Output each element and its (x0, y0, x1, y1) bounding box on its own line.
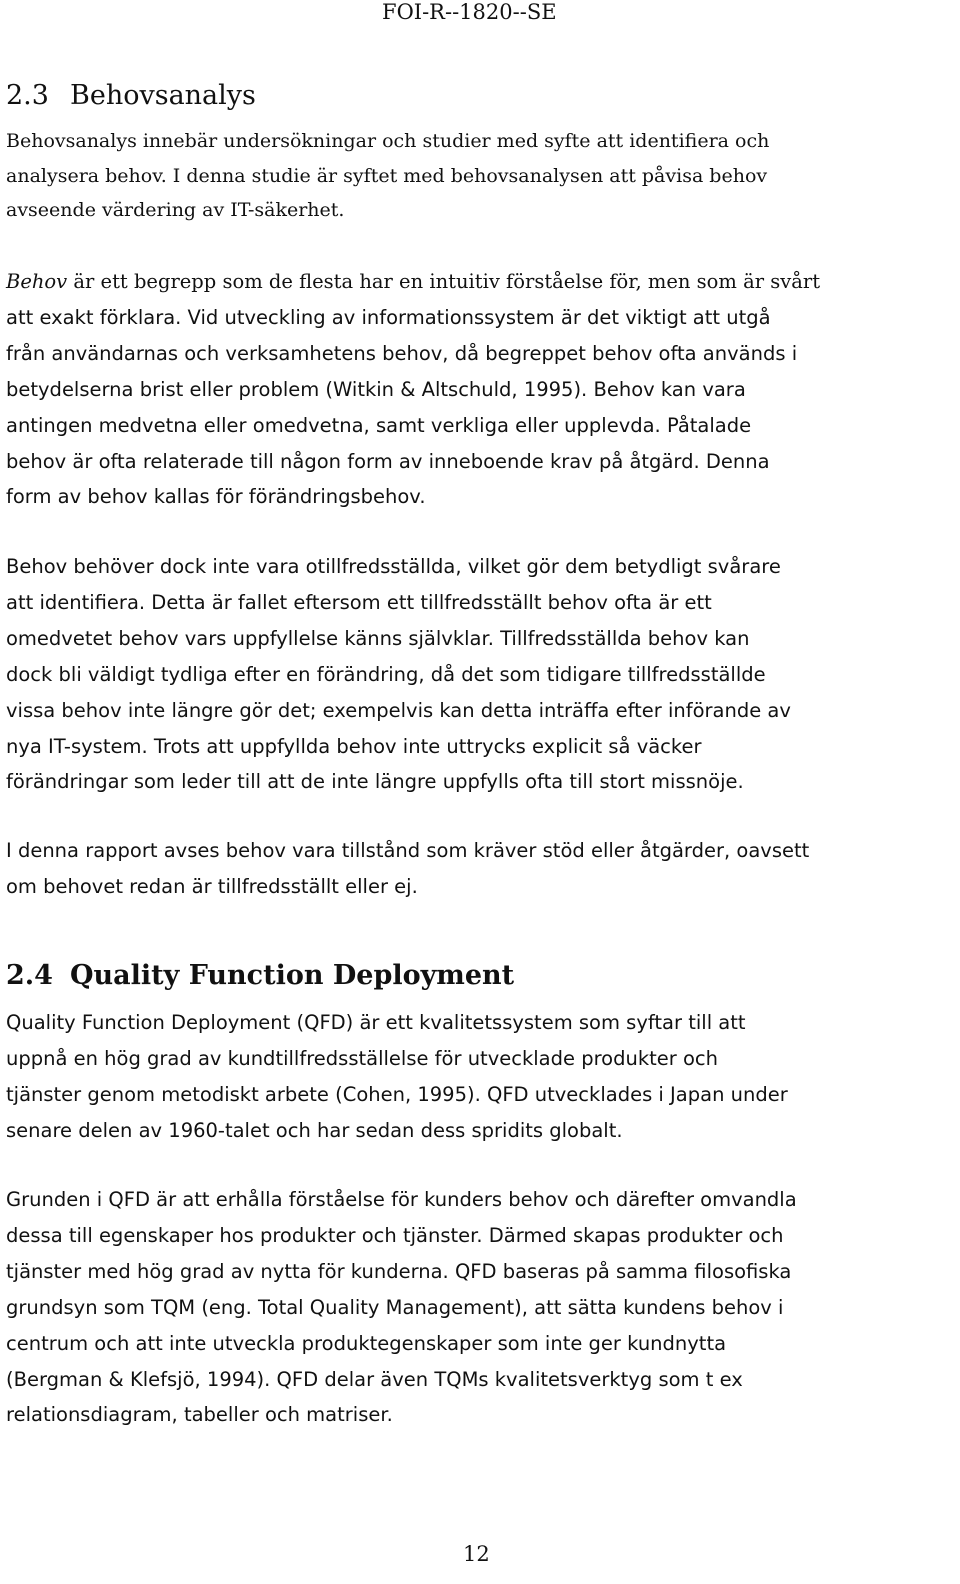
text-line: (Bergman & Klefsjö, 1994). QFD delar även TQMs kvalitetsverktyg som t ex (6, 1367, 743, 1391)
text-line: från användarnas och verksamhetens behov, då begreppet behov ofta används i (6, 341, 798, 365)
paragraph-behovsanalys-intro (6, 124, 954, 228)
section-heading-behovsanalys (6, 80, 256, 112)
page-number: 12 (463, 1542, 490, 1566)
text-line: senare delen av 1960-talet och har sedan dess spridits globalt. (6, 1118, 623, 1142)
text-line: centrum och att inte utveckla produktegenskaper som inte ger kundnytta (6, 1331, 727, 1355)
paragraph-qfd-intro (6, 1005, 954, 1149)
text-line: Quality Function Deployment (QFD) är ett kvalitetssystem som syftar till att (6, 1011, 746, 1034)
text-line: relationsdiagram, tabeller och matriser. (6, 1403, 393, 1427)
text-line: Grunden i QFD är att erhålla förståelse för kunders behov och därefter omvandla (6, 1188, 797, 1211)
text-line: form av behov kallas för förändringsbehov. (6, 485, 426, 509)
text-line: dock bli väldigt tydliga efter en förändring, då det som tidigare tillfredsställde (6, 662, 766, 686)
text-line: Behov behöver dock inte vara otillfredsställda, vilket gör dem betydligt svårare (6, 555, 781, 578)
running-header: FOI-R--1820--SE (382, 0, 557, 24)
text-line: uppnå en hög grad av kundtillfredsställelse för utvecklade produkter och (6, 1046, 718, 1070)
paragraph-behov-definition (6, 264, 954, 515)
section-number: 2.3 (6, 80, 49, 111)
text-line: dessa till egenskaper hos produkter och tjänster. Därmed skapas produkter och (6, 1223, 784, 1247)
text-line: att exakt förklara. Vid utveckling av informationssystem är det viktigt att utgå (6, 305, 771, 329)
text-line: om behovet redan är tillfredsställt eller ej. (6, 874, 418, 898)
text-line: antingen medvetna eller omedvetna, samt verkliga eller upplevda. Påtalade (6, 413, 752, 437)
paragraph-otillfredsstallda-behov (6, 549, 954, 800)
section-title: Quality Function Deployment (70, 960, 515, 991)
text-line: avseende värdering av IT-säkerhet. (6, 199, 345, 221)
text-line: förändringar som leder till att de inte längre uppfylls ofta till stort missnöje. (6, 770, 744, 794)
text-line (6, 264, 954, 300)
paragraph-qfd-grunden (6, 1182, 954, 1433)
text-line: tjänster med hög grad av nytta för kunderna. QFD baseras på samma filosofiska (6, 1259, 792, 1283)
italic-term: Behov (6, 270, 68, 293)
text-line: omedvetet behov vars uppfyllelse känns självklar. Tillfredsställda behov kan (6, 626, 750, 650)
text-line: nya IT-system. Trots att uppfyllda behov inte uttrycks explicit så väcker (6, 734, 702, 758)
text-line: grundsyn som TQM (eng. Total Quality Management), att sätta kundens behov i (6, 1295, 784, 1319)
text-line: vissa behov inte längre gör det; exempelvis kan detta inträffa efter införande av (6, 698, 791, 722)
paragraph-behov-i-rapporten (6, 833, 954, 905)
text-line: Behovsanalys innebär undersökningar och studier med syfte att identifiera och (6, 130, 770, 152)
text-line: I denna rapport avses behov vara tillstånd som kräver stöd eller åtgärder, oavsett (6, 839, 810, 862)
text-line: tjänster genom metodiskt arbete (Cohen, 1995). QFD utvecklades i Japan under (6, 1082, 788, 1106)
text-line: behov är ofta relaterade till någon form av inneboende krav på åtgärd. Denna (6, 449, 770, 473)
text-line: att identifiera. Detta är fallet eftersom ett tillfredsställt behov ofta är ett (6, 590, 712, 614)
section-title: Behovsanalys (70, 80, 256, 111)
text-fragment: är ett begrepp som de flesta har en intuitiv förståelse för, men som är svårt (67, 270, 821, 293)
section-heading-qfd (6, 960, 514, 992)
section-number: 2.4 (6, 960, 53, 991)
text-line: analysera behov. I denna studie är syftet med behovsanalysen att påvisa behov (6, 164, 768, 187)
text-line: betydelserna brist eller problem (Witkin & Altschuld, 1995). Behov kan vara (6, 377, 746, 401)
